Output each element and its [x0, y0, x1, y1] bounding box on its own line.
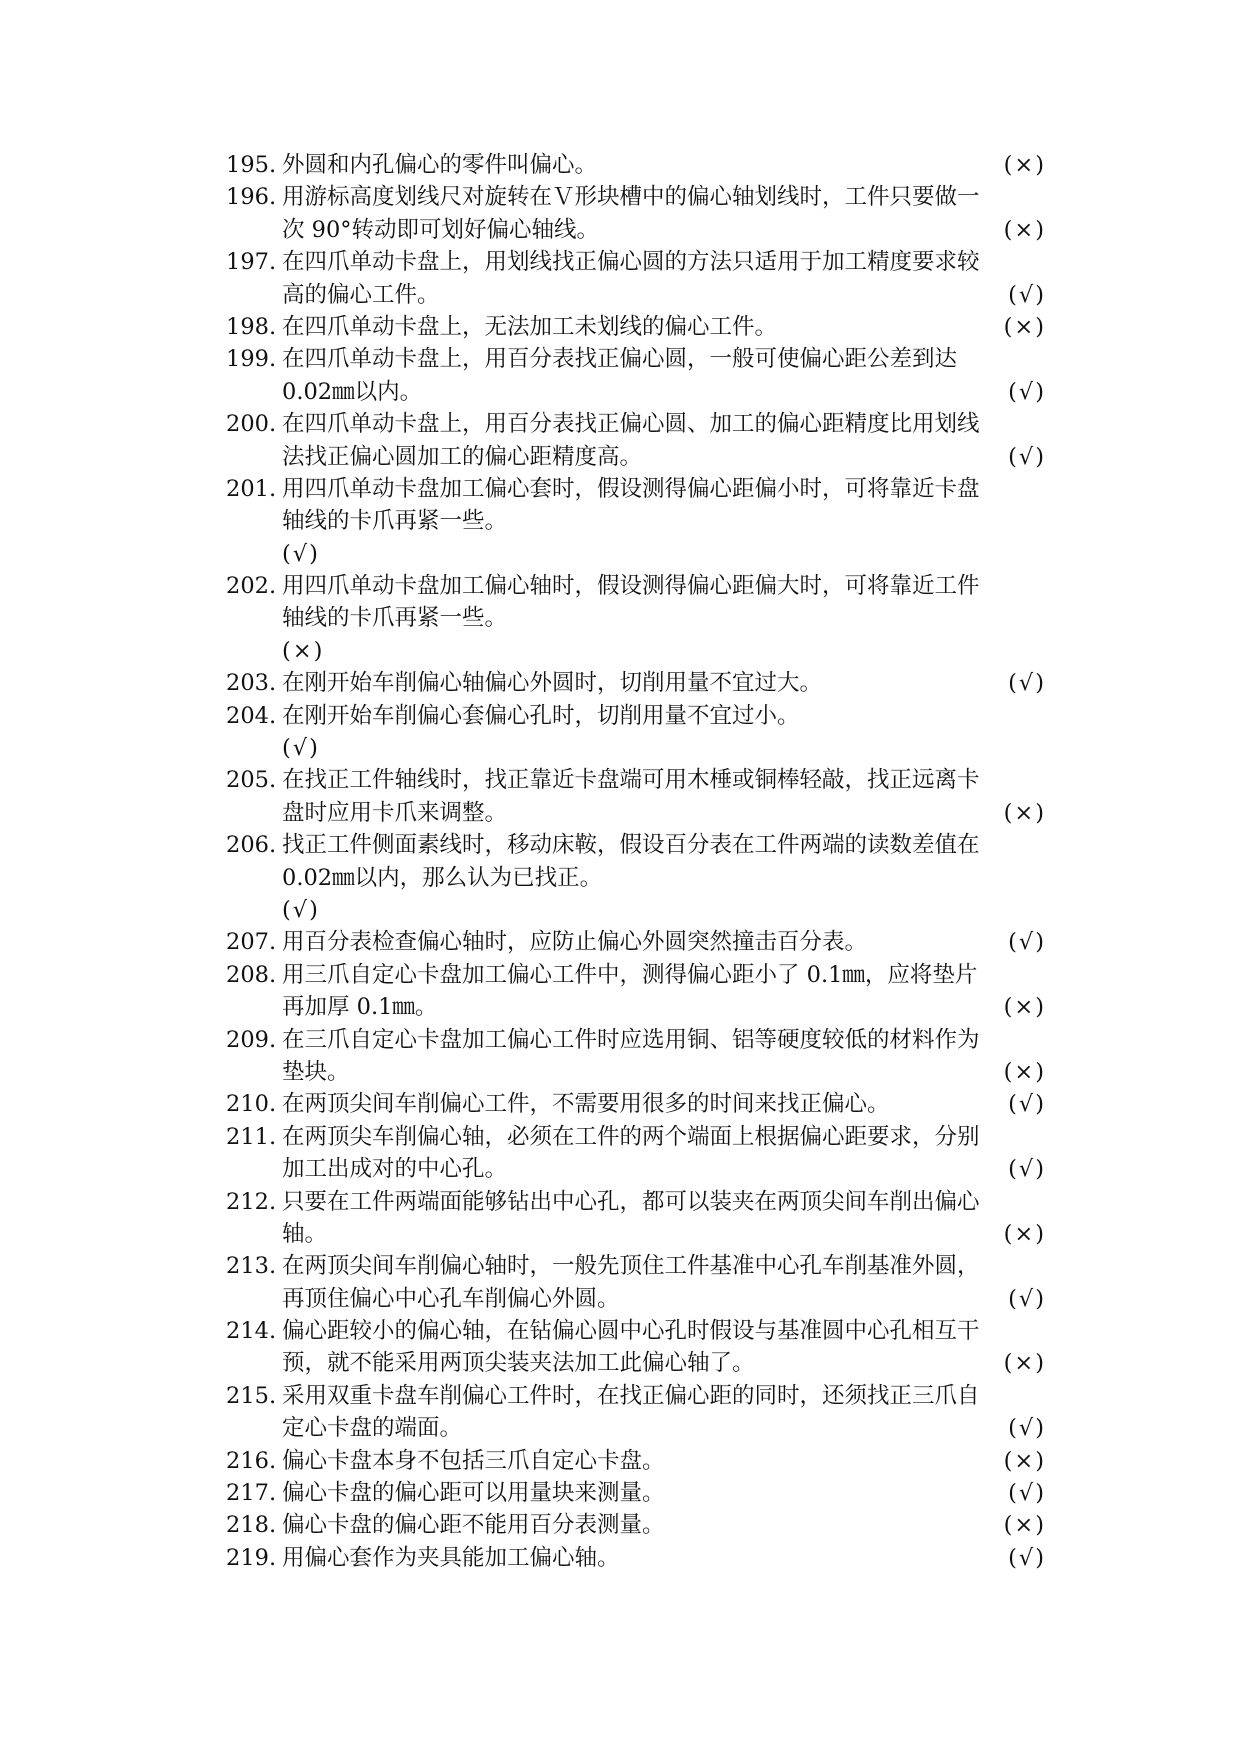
question-text: 采用双重卡盘车削偏心工件时，在找正偏心距的同时，还须找正三爪自 — [282, 1382, 980, 1409]
question-item — [226, 1477, 1046, 1509]
question-item — [226, 1380, 1046, 1445]
question-number: 195. — [226, 152, 277, 178]
question-number: 204. — [226, 702, 277, 729]
question-line — [226, 473, 1046, 505]
answer-mark: (√) — [1008, 1415, 1046, 1442]
question-line — [226, 1412, 1046, 1444]
answer-mark: (√) — [1008, 1156, 1046, 1183]
answer-mark: (×) — [282, 637, 325, 664]
question-list — [226, 149, 1046, 1574]
question-line — [226, 279, 1046, 311]
question-text: 轴。 — [282, 1220, 328, 1247]
answer-mark: (×) — [1003, 1512, 1046, 1539]
question-text: 次 90°转动即可划好偏心轴线。 — [282, 216, 600, 243]
question-text: 找正工件侧面素线时，移动床鞍，假设百分表在工件两端的读数差值在 — [282, 832, 980, 859]
question-text: 预，就不能采用两顶尖装夹法加工此偏心轴了。 — [282, 1350, 755, 1377]
question-item — [226, 473, 1046, 570]
question-number: 217. — [226, 1480, 277, 1507]
question-text: 在刚开始车削偏心套偏心孔时，切削用量不宜过小。 — [282, 702, 800, 729]
answer-mark: (√) — [1008, 670, 1046, 697]
question-line — [226, 797, 1046, 829]
answer-mark: (√) — [1008, 929, 1046, 956]
answer-mark: (×) — [1003, 994, 1046, 1021]
question-item — [226, 926, 1046, 958]
answer-mark: (√) — [1008, 1091, 1046, 1118]
question-item — [226, 764, 1046, 829]
question-text: 偏心卡盘的偏心距可以用量块来测量。 — [282, 1480, 665, 1507]
question-line — [226, 1445, 1046, 1477]
question-line — [226, 408, 1046, 440]
question-line — [226, 1542, 1046, 1574]
question-line — [226, 1024, 1046, 1056]
question-number: 203. — [226, 670, 277, 697]
question-number: 196. — [226, 184, 277, 211]
answer-mark: (×) — [1003, 1350, 1046, 1377]
question-text: 在两顶尖间车削偏心工件，不需要用很多的时间来找正偏心。 — [282, 1091, 890, 1118]
question-number: 209. — [226, 1026, 277, 1053]
question-item — [226, 246, 1046, 311]
question-item — [226, 311, 1046, 343]
question-line — [226, 667, 1046, 699]
question-text: 法找正偏心圆加工的偏心距精度高。 — [282, 443, 643, 470]
question-line — [226, 376, 1046, 408]
question-line — [226, 181, 1046, 213]
question-line — [226, 602, 1046, 634]
answer-mark: (√) — [1008, 443, 1046, 470]
question-number: 211. — [226, 1123, 277, 1150]
answer-mark: (×) — [1003, 313, 1046, 340]
question-text: 定心卡盘的端面。 — [282, 1415, 463, 1442]
question-line — [226, 1186, 1046, 1218]
question-text: 用四爪单动卡盘加工偏心轴时，假设测得偏心距偏大时，可将靠近工件 — [282, 573, 980, 600]
answer-mark: (√) — [1008, 1544, 1046, 1571]
question-number: 215. — [226, 1382, 277, 1409]
answer-mark: (√) — [282, 735, 320, 762]
question-line — [226, 311, 1046, 343]
question-line — [226, 1121, 1046, 1153]
question-text: 再加厚 0.1㎜。 — [282, 994, 438, 1021]
question-item — [226, 1250, 1046, 1315]
question-item — [226, 1186, 1046, 1251]
answer-mark: (×) — [1003, 799, 1046, 826]
question-item — [226, 149, 1046, 181]
question-item — [226, 570, 1046, 667]
question-text: 在刚开始车削偏心轴偏心外圆时，切削用量不宜过大。 — [282, 670, 823, 697]
question-text: 轴线的卡爪再紧一些。 — [282, 605, 508, 632]
question-line — [226, 246, 1046, 278]
question-line — [226, 1380, 1046, 1412]
question-line — [226, 991, 1046, 1023]
question-line — [226, 1477, 1046, 1509]
question-text: 用三爪自定心卡盘加工偏心工件中，测得偏心距小了 0.1㎜，应将垫片 — [282, 961, 978, 988]
question-line — [226, 1056, 1046, 1088]
question-text: 0.02㎜以内。 — [282, 378, 423, 405]
question-text: 用偏心套作为夹具能加工偏心轴。 — [282, 1544, 620, 1571]
question-text: 0.02㎜以内，那么认为已找正。 — [282, 864, 603, 891]
question-line — [226, 764, 1046, 796]
question-number: 201. — [226, 475, 277, 502]
answer-line — [226, 732, 1046, 764]
question-number: 200. — [226, 411, 277, 438]
answer-mark: (×) — [1003, 1058, 1046, 1085]
question-item — [226, 408, 1046, 473]
question-number: 214. — [226, 1318, 277, 1345]
question-line — [226, 926, 1046, 958]
answer-mark: (×) — [1003, 1447, 1046, 1474]
question-number: 207. — [226, 929, 277, 956]
question-line — [226, 1347, 1046, 1379]
question-line — [226, 1315, 1046, 1347]
question-number: 219. — [226, 1544, 277, 1571]
question-text: 用百分表检查偏心轴时，应防止偏心外圆突然撞击百分表。 — [282, 929, 868, 956]
answer-mark: (√) — [1008, 378, 1046, 405]
question-line — [226, 959, 1046, 991]
question-number: 216. — [226, 1447, 277, 1474]
question-item — [226, 667, 1046, 699]
question-line — [226, 570, 1046, 602]
question-number: 212. — [226, 1188, 277, 1215]
question-text: 在四爪单动卡盘上，用百分表找正偏心圆，一般可使偏心距公差到达 — [282, 346, 958, 373]
answer-line — [226, 538, 1046, 570]
answer-mark: (√) — [1008, 1285, 1046, 1312]
answer-mark: (√) — [282, 540, 320, 567]
question-line — [226, 343, 1046, 375]
question-text: 偏心卡盘的偏心距不能用百分表测量。 — [282, 1512, 665, 1539]
question-number: 197. — [226, 249, 277, 276]
question-text: 轴线的卡爪再紧一些。 — [282, 508, 508, 535]
question-text: 再顶住偏心中心孔车削偏心外圆。 — [282, 1285, 620, 1312]
question-line — [226, 505, 1046, 537]
question-text: 外圆和内孔偏心的零件叫偏心。 — [282, 152, 598, 178]
question-item — [226, 700, 1046, 765]
question-number: 199. — [226, 346, 277, 373]
question-text: 加工出成对的中心孔。 — [282, 1156, 508, 1183]
question-line — [226, 1153, 1046, 1185]
question-item — [226, 1542, 1046, 1574]
question-line — [226, 1283, 1046, 1315]
question-item — [226, 1121, 1046, 1186]
question-line — [226, 149, 1046, 181]
answer-mark: (×) — [1003, 216, 1046, 243]
question-number: 202. — [226, 573, 277, 600]
question-line — [226, 829, 1046, 861]
question-line — [226, 1088, 1046, 1120]
question-number: 206. — [226, 832, 277, 859]
question-item — [226, 1088, 1046, 1120]
question-text: 在两顶尖车削偏心轴，必须在工件的两个端面上根据偏心距要求，分别 — [282, 1123, 980, 1150]
answer-mark: (√) — [1008, 281, 1046, 308]
question-line — [226, 441, 1046, 473]
question-text: 在两顶尖间车削偏心轴时，一般先顶住工件基准中心孔车削基准外圆， — [282, 1253, 980, 1280]
question-number: 198. — [226, 313, 277, 340]
question-line — [226, 1218, 1046, 1250]
question-text: 在四爪单动卡盘上，用划线找正偏心圆的方法只适用于加工精度要求较 — [282, 249, 980, 276]
question-item — [226, 1024, 1046, 1089]
question-item — [226, 1315, 1046, 1380]
question-line — [226, 214, 1046, 246]
answer-mark: (×) — [1003, 1220, 1046, 1247]
question-number: 205. — [226, 767, 277, 794]
question-text: 偏心距较小的偏心轴，在钻偏心圆中心孔时假设与基准圆中心孔相互干 — [282, 1318, 980, 1345]
question-text: 用四爪单动卡盘加工偏心套时，假设测得偏心距偏小时，可将靠近卡盘 — [282, 475, 980, 502]
question-line — [226, 1509, 1046, 1541]
question-text: 盘时应用卡爪来调整。 — [282, 799, 508, 826]
question-text: 在找正工件轴线时，找正靠近卡盘端可用木棰或铜棒轻敲，找正远离卡 — [282, 767, 980, 794]
question-text: 偏心卡盘本身不包括三爪自定心卡盘。 — [282, 1447, 665, 1474]
question-text: 用游标高度划线尺对旋转在Ｖ形块槽中的偏心轴划线时，工件只要做一 — [282, 184, 980, 211]
question-number: 213. — [226, 1253, 277, 1280]
question-text: 高的偏心工件。 — [282, 281, 440, 308]
question-text: 在四爪单动卡盘上，无法加工未划线的偏心工件。 — [282, 313, 778, 340]
question-text: 垫块。 — [282, 1058, 350, 1085]
question-line — [226, 700, 1046, 732]
question-number: 210. — [226, 1091, 277, 1118]
question-number: 208. — [226, 961, 277, 988]
answer-mark: (√) — [1008, 1480, 1046, 1507]
answer-line — [226, 894, 1046, 926]
question-item — [226, 1509, 1046, 1541]
question-item — [226, 959, 1046, 1024]
question-text: 在三爪自定心卡盘加工偏心工件时应选用铜、铝等硬度较低的材料作为 — [282, 1026, 980, 1053]
question-item — [226, 1445, 1046, 1477]
question-item — [226, 181, 1046, 246]
question-number: 218. — [226, 1512, 277, 1539]
answer-mark: (×) — [1003, 152, 1046, 178]
question-text: 只要在工件两端面能够钻出中心孔，都可以装夹在两顶尖间车削出偏心 — [282, 1188, 980, 1215]
question-text: 在四爪单动卡盘上，用百分表找正偏心圆、加工的偏心距精度比用划线 — [282, 411, 980, 438]
question-line — [226, 862, 1046, 894]
answer-mark: (√) — [282, 896, 320, 923]
question-item — [226, 343, 1046, 408]
question-item — [226, 829, 1046, 926]
answer-line — [226, 635, 1046, 667]
question-line — [226, 1250, 1046, 1282]
